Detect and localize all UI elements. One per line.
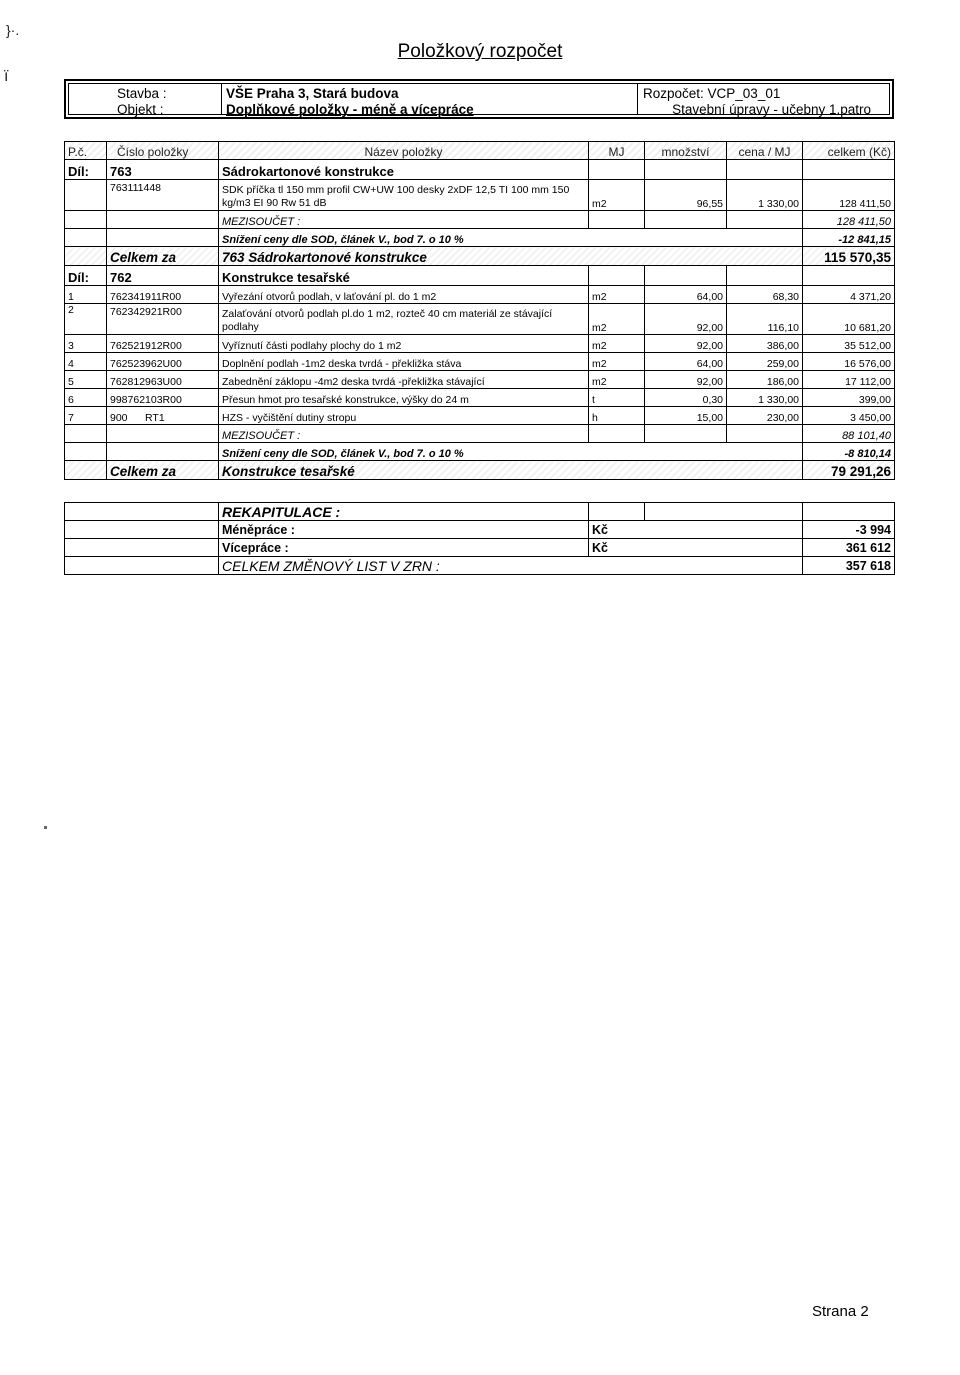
recap-blank	[589, 503, 645, 521]
dil-code: 762	[107, 266, 219, 286]
dil-name: Konstrukce tesařské	[219, 266, 589, 286]
item-pc: 7	[65, 407, 107, 425]
header-divider-1	[221, 84, 222, 114]
table-row	[65, 180, 895, 211]
col-mnozstvi: množství	[645, 142, 727, 160]
discount-row	[65, 229, 895, 247]
item-code: 762341911R00	[107, 286, 219, 304]
section-total-row	[65, 461, 895, 480]
item-code: 762523962U00	[107, 353, 219, 371]
item-total: 3 450,00	[803, 407, 895, 425]
table-row	[65, 286, 895, 304]
item-qty: 96,55	[645, 180, 727, 211]
dil-empty	[803, 160, 895, 180]
item-pc: 6	[65, 389, 107, 407]
header-box	[64, 79, 894, 119]
blank-cell	[727, 211, 803, 229]
dil-code: 763	[107, 160, 219, 180]
item-code: 763111448	[107, 180, 219, 211]
recap-unit: Kč	[589, 539, 803, 557]
item-price: 230,00	[727, 407, 803, 425]
item-mj: m2	[589, 304, 645, 335]
item-qty: 15,00	[645, 407, 727, 425]
dil-row	[65, 266, 895, 286]
recap-total-label: CELKEM ZMĚNOVÝ LIST V ZRN :	[219, 557, 803, 575]
stray-dot	[44, 826, 47, 829]
item-qty: 64,00	[645, 353, 727, 371]
blank-cell	[65, 211, 107, 229]
col-celkem: celkem (Kč)	[803, 142, 895, 160]
discount-value: -8 810,14	[803, 443, 895, 461]
section-total-value: 115 570,35	[803, 247, 895, 266]
corner-mark-top: }·.	[6, 22, 20, 38]
item-pc: 4	[65, 353, 107, 371]
item-price: 186,00	[727, 371, 803, 389]
header-subtitle: Stavební úpravy - učebny 1.patro	[672, 102, 871, 117]
item-mj: m2	[589, 353, 645, 371]
blank-cell	[65, 229, 107, 247]
header-inner-frame	[68, 83, 890, 115]
col-cislo: Číslo položky	[107, 142, 219, 160]
item-name: Zalaťování otvorů podlah pl.do 1 m2, rozteč 40 cm materiál ze stávající podlahy	[219, 304, 589, 335]
dil-empty	[645, 266, 727, 286]
item-name: SDK příčka tl 150 mm profil CW+UW 100 desky 2xDF 12,5 TI 100 mm 150 kg/m3 EI 90 Rw 51 dB	[219, 180, 589, 211]
item-total: 128 411,50	[803, 180, 895, 211]
section-total-label: Celkem za	[107, 461, 219, 480]
dil-empty	[803, 266, 895, 286]
corner-mark-left: ï	[4, 68, 9, 85]
dil-name: Sádrokartonové konstrukce	[219, 160, 589, 180]
recap-total-row	[65, 557, 895, 575]
dil-empty	[645, 160, 727, 180]
col-mj: MJ	[589, 142, 645, 160]
item-pc	[65, 180, 107, 211]
item-code: 900 RT1	[107, 407, 219, 425]
item-name: HZS - vyčištění dutiny stropu	[219, 407, 589, 425]
item-mj: m2	[589, 180, 645, 211]
discount-label: Snížení ceny dle SOD, článek V., bod 7. o 10 %	[219, 229, 803, 247]
dil-row	[65, 160, 895, 180]
item-total: 17 112,00	[803, 371, 895, 389]
item-code: 762342921R00	[107, 304, 219, 335]
dil-empty	[589, 160, 645, 180]
item-pc: 2	[65, 304, 107, 335]
item-name: Přesun hmot pro tesařské konstrukce, výšky do 24 m	[219, 389, 589, 407]
subtotal-label: MEZISOUČET :	[219, 211, 589, 229]
item-total: 4 371,20	[803, 286, 895, 304]
dil-empty	[727, 160, 803, 180]
item-total: 35 512,00	[803, 335, 895, 353]
recap-value: -3 994	[803, 521, 895, 539]
section-total-value: 79 291,26	[803, 461, 895, 480]
blank-cell	[107, 229, 219, 247]
recap-total-value: 357 618	[803, 557, 895, 575]
col-cena: cena / MJ	[727, 142, 803, 160]
recap-row	[65, 521, 895, 539]
item-mj: t	[589, 389, 645, 407]
section-total-name: 763 Sádrokartonové konstrukce	[219, 247, 803, 266]
item-mj: m2	[589, 286, 645, 304]
shaded-cell	[65, 461, 107, 480]
recap-label: Méněpráce :	[219, 521, 589, 539]
item-code: 762812963U00	[107, 371, 219, 389]
item-mj: m2	[589, 335, 645, 353]
blank-cell	[65, 425, 107, 443]
dil-empty	[727, 266, 803, 286]
item-pc: 5	[65, 371, 107, 389]
item-name: Vyříznutí části podlahy plochy do 1 m2	[219, 335, 589, 353]
items-table	[64, 141, 895, 480]
col-nazev: Název položky	[219, 142, 589, 160]
subtotal-row	[65, 425, 895, 443]
item-code: 998762103R00	[107, 389, 219, 407]
recap-blank	[65, 539, 219, 557]
blank-cell	[727, 425, 803, 443]
item-name: Vyřezání otvorů podlah, v laťování pl. do 1 m2	[219, 286, 589, 304]
recap-value: 361 612	[803, 539, 895, 557]
recap-blank	[645, 503, 803, 521]
shaded-cell	[65, 247, 107, 266]
subtotal-value: 88 101,40	[803, 425, 895, 443]
item-price: 1 330,00	[727, 180, 803, 211]
dil-label: Díl:	[65, 160, 107, 180]
item-pc: 3	[65, 335, 107, 353]
item-mj: h	[589, 407, 645, 425]
recap-blank	[803, 503, 895, 521]
recap-unit: Kč	[589, 521, 803, 539]
item-total: 16 576,00	[803, 353, 895, 371]
discount-value: -12 841,15	[803, 229, 895, 247]
item-price: 68,30	[727, 286, 803, 304]
item-price: 1 330,00	[727, 389, 803, 407]
objekt-value: Doplňkové položky - méně a vícepráce	[226, 102, 474, 117]
recap-blank	[65, 521, 219, 539]
recap-heading: REKAPITULACE :	[219, 503, 589, 521]
item-mj: m2	[589, 371, 645, 389]
blank-cell	[589, 211, 645, 229]
item-total: 10 681,20	[803, 304, 895, 335]
item-qty: 64,00	[645, 286, 727, 304]
recap-table	[64, 502, 895, 575]
dil-empty	[589, 266, 645, 286]
section-total-name: Konstrukce tesařské	[219, 461, 803, 480]
item-qty: 92,00	[645, 304, 727, 335]
page-title: Položkový rozpočet	[397, 41, 563, 62]
header-divider-2	[637, 84, 638, 114]
table-header-row	[65, 142, 895, 160]
item-name: Doplnění podlah -1m2 deska tvrdá - překližka stáva	[219, 353, 589, 371]
objekt-label: Objekt :	[117, 102, 164, 117]
col-pc: P.č.	[65, 142, 107, 160]
recap-row	[65, 539, 895, 557]
item-qty: 92,00	[645, 335, 727, 353]
blank-cell	[645, 211, 727, 229]
item-total: 399,00	[803, 389, 895, 407]
table-row	[65, 407, 895, 425]
item-qty: 92,00	[645, 371, 727, 389]
table-row	[65, 304, 895, 335]
blank-cell	[645, 425, 727, 443]
dil-label: Díl:	[65, 266, 107, 286]
blank-cell	[107, 425, 219, 443]
subtotal-label: MEZISOUČET :	[219, 425, 589, 443]
item-qty: 0,30	[645, 389, 727, 407]
stavba-label: Stavba :	[117, 86, 167, 101]
recap-blank	[65, 503, 219, 521]
section-total-row	[65, 247, 895, 266]
item-code: 762521912R00	[107, 335, 219, 353]
item-price: 259,00	[727, 353, 803, 371]
item-name: Zabednění záklopu -4m2 deska tvrdá -překližka stávající	[219, 371, 589, 389]
blank-cell	[107, 211, 219, 229]
item-pc: 1	[65, 286, 107, 304]
item-price: 386,00	[727, 335, 803, 353]
stavba-value: VŠE Praha 3, Stará budova	[226, 86, 399, 101]
discount-row	[65, 443, 895, 461]
page-number: Strana 2	[812, 1303, 869, 1320]
discount-label: Snížení ceny dle SOD, článek V., bod 7. o 10 %	[219, 443, 803, 461]
section-total-label: Celkem za	[107, 247, 219, 266]
subtotal-value: 128 411,50	[803, 211, 895, 229]
table-row	[65, 389, 895, 407]
recap-heading-row	[65, 503, 895, 521]
blank-cell	[107, 443, 219, 461]
blank-cell	[589, 425, 645, 443]
table-row	[65, 335, 895, 353]
recap-blank	[65, 557, 219, 575]
blank-cell	[65, 443, 107, 461]
item-price: 116,10	[727, 304, 803, 335]
table-row	[65, 353, 895, 371]
table-row	[65, 371, 895, 389]
rozpocet-value: Rozpočet: VCP_03_01	[643, 86, 781, 101]
subtotal-row	[65, 211, 895, 229]
recap-label: Vícepráce :	[219, 539, 589, 557]
